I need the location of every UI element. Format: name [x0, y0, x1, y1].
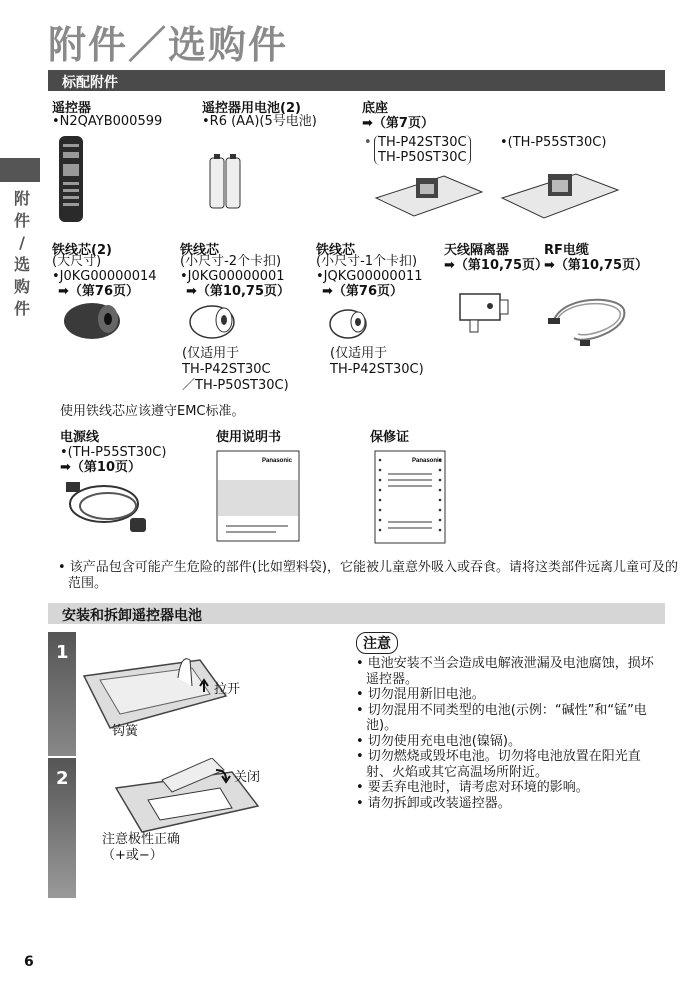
- rfcable-label: RF电缆: [544, 243, 589, 258]
- step-2-close-label: 关闭: [234, 770, 261, 785]
- caution-item: • 切勿混用不同类型的电池(示例：“碱性”和“锰”电池)。: [356, 702, 647, 733]
- step-2-marker: 2: [48, 758, 76, 898]
- safety-warning: • 该产品包含可能产生危险的部件(比如塑料袋)，它能被儿童意外吸入或吞食。请将这类部件远离儿童可及的范围。: [58, 560, 678, 591]
- step-1-pull-label: 拉开: [214, 682, 241, 697]
- stand-b-illustration: [500, 168, 620, 220]
- rfcable-page-ref: ➡（第10,75页）: [544, 258, 649, 273]
- step-1-hook-label: 钩簧: [112, 724, 139, 739]
- remote-illustration: [54, 134, 88, 224]
- caution-list: [356, 656, 666, 811]
- core3-note-2: TH-P42ST30C): [330, 362, 424, 377]
- core2-note-1: (仅适用于: [182, 346, 240, 361]
- core3-model: •JQKG00000011: [316, 269, 423, 284]
- pull-arrow-icon: [196, 678, 212, 694]
- core3-size: (小尺寸-1个卡扣): [316, 254, 418, 269]
- stand-page-ref: ➡（第7页）: [362, 116, 434, 131]
- step-1-illustration: [80, 656, 230, 732]
- rfcable-illustration: [544, 290, 634, 352]
- caution-item: • 请勿拆卸或改装遥控器。: [356, 795, 511, 811]
- warranty-illustration: [374, 450, 446, 544]
- caution-item: • 电池安装不当会造成电解液泄漏及电池腐蚀，损坏遥控器。: [356, 656, 654, 687]
- caution-title: 注意: [356, 632, 398, 654]
- core2-label: 铁线芯: [180, 243, 220, 258]
- core1-model: •J0KG00000014: [52, 269, 157, 284]
- close-arrow-icon: [214, 766, 232, 784]
- caution-item: • 切勿使用充电电池(镍镉)。: [356, 733, 521, 749]
- section-title-battery: 安装和拆卸遥控器电池: [62, 608, 202, 624]
- isolator-illustration: [456, 290, 512, 336]
- manual-label: 使用说明书: [216, 430, 282, 445]
- core1-size: (大尺寸): [52, 254, 102, 269]
- warranty-brand: Panasonic: [412, 458, 443, 464]
- manual-brand: Panasonic: [262, 458, 293, 464]
- battery-label: 遥控器用电池(2): [202, 101, 301, 116]
- isolator-page-ref: ➡（第10,75页）: [444, 258, 549, 273]
- core1-page-ref: ➡（第76页）: [58, 284, 139, 299]
- step-1-marker: 1: [48, 632, 76, 756]
- power-cord-page-ref: ➡（第10页）: [60, 460, 141, 475]
- caution-item: • 切勿混用新旧电池。: [356, 687, 485, 702]
- remote-model: •N2QAYB000599: [52, 114, 163, 129]
- core3-note-1: (仅适用于: [330, 346, 388, 361]
- emc-note: 使用铁线芯应该遵守EMC标准。: [60, 404, 245, 419]
- power-cord-label: 电源线: [60, 430, 100, 445]
- isolator-label: 天线隔离器: [444, 243, 510, 258]
- section-header-standard: [48, 70, 665, 91]
- caution-item: • 要丢弃电池时，请考虑对环境的影响。: [356, 780, 589, 795]
- core2-note-2: TH-P42ST30C: [182, 362, 271, 377]
- core1-label: 铁线芯(2): [52, 243, 112, 258]
- core2-page-ref: ➡（第10,75页）: [186, 284, 291, 299]
- core3-page-ref: ➡（第76页）: [322, 284, 403, 299]
- power-cord-illustration: [64, 474, 154, 540]
- stand-label: 底座: [362, 101, 389, 116]
- core2-size: (小尺寸-2个卡扣): [180, 254, 282, 269]
- core1-illustration: [58, 293, 128, 345]
- stand-a-illustration: [374, 168, 484, 218]
- page-title: 附件／选购件: [48, 23, 289, 67]
- stand-models-a: TH-P42ST30C TH-P50ST30C: [374, 135, 471, 165]
- side-tab-text: 附 件 / 选 购 件: [13, 189, 30, 318]
- battery-spec: •R6 (AA)(5号电池): [202, 114, 317, 129]
- core2-note-3: ／TH-P50ST30C): [182, 378, 289, 393]
- core2-model: •J0KG00000001: [180, 269, 285, 284]
- core3-illustration: [326, 300, 376, 344]
- side-tab: [0, 158, 40, 182]
- remote-label: 遥控器: [52, 101, 92, 116]
- core2-illustration: [186, 300, 242, 344]
- page-number: 6: [24, 954, 34, 970]
- manual-illustration: [216, 450, 300, 542]
- stand-model-b: •(TH-P55ST30C): [500, 135, 607, 150]
- warranty-label: 保修证: [370, 430, 410, 445]
- section-header-battery: [48, 603, 665, 624]
- power-cord-model: •(TH-P55ST30C): [60, 445, 167, 460]
- step-2-polarity-1: 注意极性正确: [102, 832, 181, 847]
- caution-item: • 切勿燃烧或毁坏电池。切勿将电池放置在阳光直射、火焰或其它高温场所附近。: [356, 749, 641, 780]
- core3-label: 铁线芯: [316, 243, 356, 258]
- battery-illustration: [206, 152, 246, 212]
- step-2-polarity-2: （+或−）: [102, 848, 163, 863]
- section-title: 标配附件: [62, 75, 118, 91]
